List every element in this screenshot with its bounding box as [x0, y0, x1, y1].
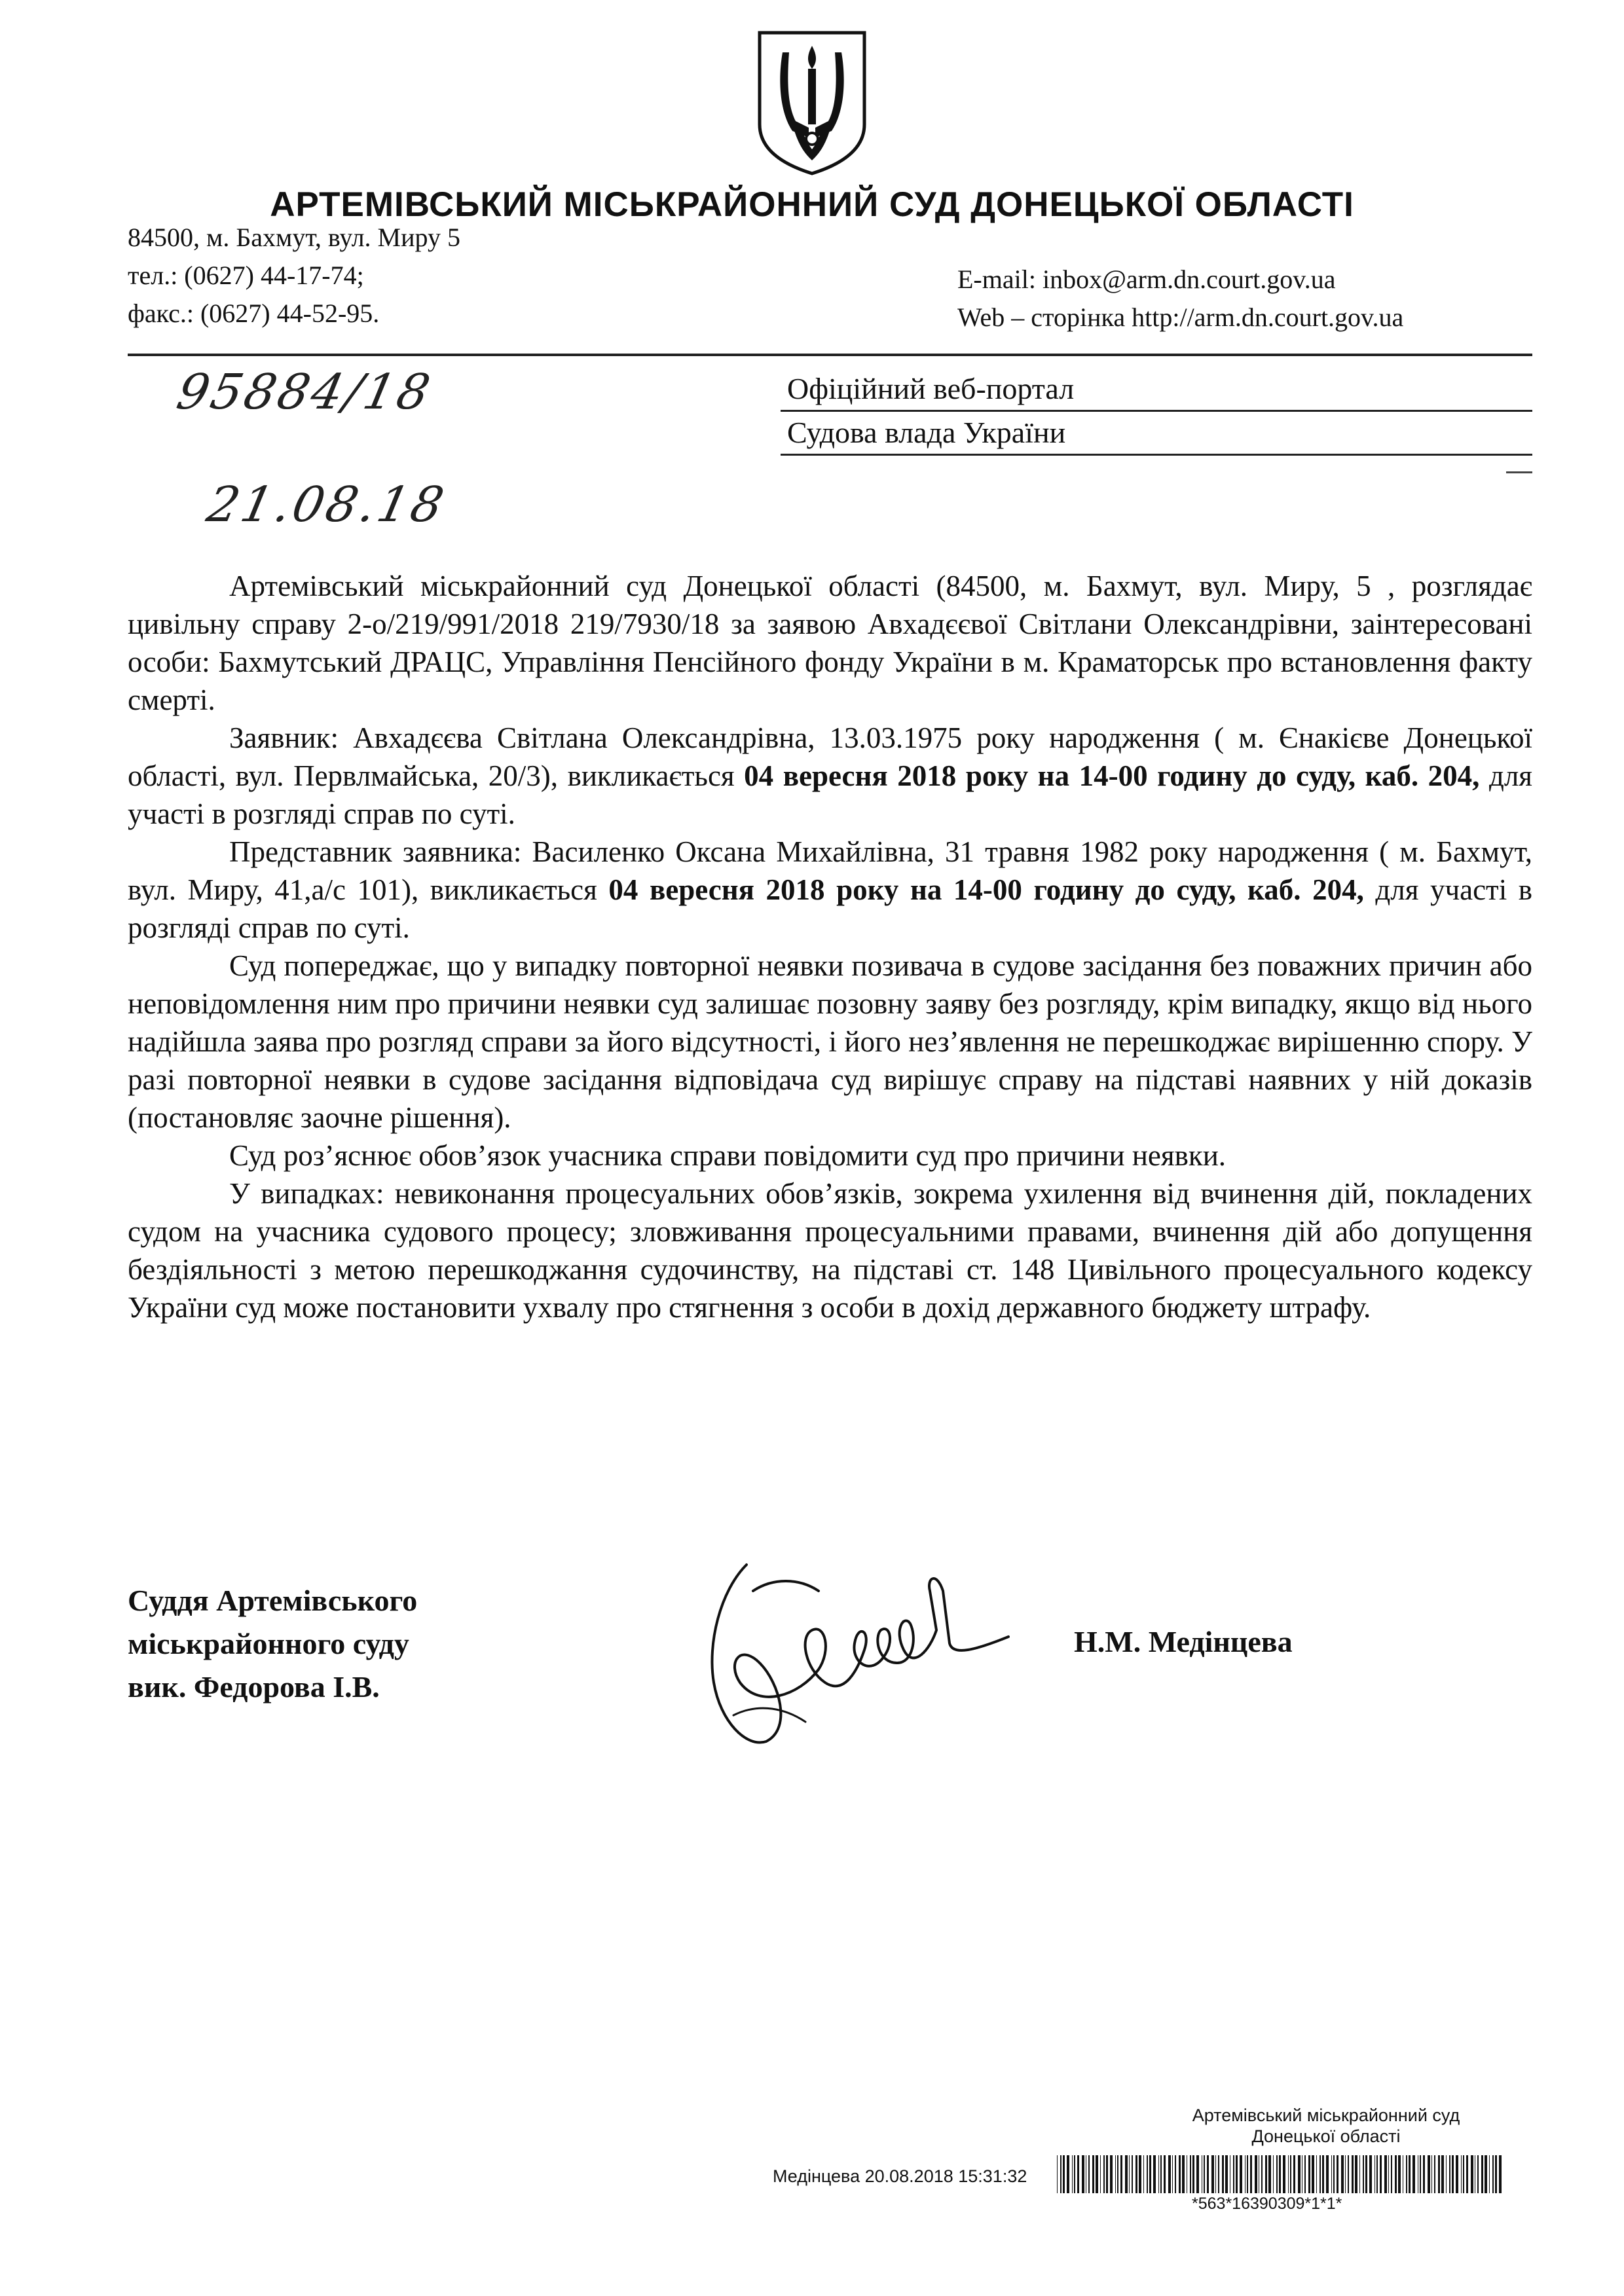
coat-of-arms-icon	[747, 26, 877, 177]
barcode	[1056, 2155, 1506, 2193]
barcode-bar	[1179, 2155, 1181, 2193]
barcode-bar	[1106, 2155, 1108, 2193]
barcode-bar	[1265, 2155, 1267, 2193]
barcode-number: *563*16390309*1*1*	[1192, 2195, 1342, 2213]
barcode-bar	[1268, 2155, 1271, 2193]
barcode-bar	[1326, 2155, 1329, 2193]
barcode-bar	[1160, 2155, 1162, 2193]
barcode-bar	[1240, 2155, 1242, 2193]
barcode-bar	[1110, 2155, 1113, 2193]
barcode-bar	[1345, 2155, 1346, 2193]
barcode-bar	[1409, 2155, 1411, 2193]
barcode-bar	[1449, 2155, 1450, 2193]
recipient-line-2: Судова влада України	[781, 412, 1532, 456]
barcode-bar	[1489, 2155, 1490, 2193]
barcode-bar	[1158, 2155, 1159, 2193]
barcode-bar	[1168, 2155, 1171, 2193]
barcode-bar	[1322, 2155, 1324, 2193]
barcode-bar	[1273, 2155, 1274, 2193]
barcode-bar	[1072, 2155, 1073, 2193]
barcode-bar	[1352, 2155, 1354, 2193]
barcode-bar	[1471, 2155, 1473, 2193]
barcode-bar	[1333, 2155, 1335, 2193]
barcode-bar	[1261, 2155, 1263, 2193]
paragraph-warning: Суд попереджає, що у випадку повторної неявки позивача в судове засідання без поважних причин або неповідомлення ним про причини неявки суд залишає позовну заяву без розгляду, крім випадку, якщо від нього надійшла заява про розгляд справи за його відсутності, і його нез’явлення не перешкоджає вирішенню спору. У разі повторної неявки в судове засідання відповідача суд вирішує справу на підставі наявних у ній доказів (постановляє заочне рішення).	[128, 949, 1532, 1134]
barcode-bar	[1255, 2155, 1257, 2193]
barcode-bar	[1477, 2155, 1479, 2193]
barcode-bar	[1441, 2155, 1444, 2193]
barcode-bar	[1225, 2155, 1228, 2193]
barcode-bar	[1207, 2155, 1209, 2193]
barcode-bar	[1365, 2155, 1367, 2193]
barcode-bar	[1060, 2155, 1061, 2193]
barcode-bar	[1331, 2155, 1332, 2193]
barcode-bar	[1341, 2155, 1344, 2193]
court-fax: факс.: (0627) 44-52-95.	[128, 299, 380, 328]
barcode-bar	[1456, 2155, 1458, 2193]
signatory-title: Суддя Артемівського міськрайонного суду вик. Федорова І.В.	[128, 1584, 418, 1704]
barcode-bar	[1192, 2155, 1194, 2193]
barcode-bar	[1298, 2155, 1301, 2193]
barcode-bar	[1175, 2155, 1176, 2193]
barcode-bar	[1117, 2155, 1118, 2193]
barcode-bar	[1149, 2155, 1151, 2193]
recipient-tick	[1506, 471, 1532, 473]
barcode-bar	[1308, 2155, 1310, 2193]
barcode-bar	[1233, 2155, 1234, 2193]
barcode-bar	[1384, 2155, 1387, 2193]
barcode-bar	[1250, 2155, 1252, 2193]
barcode-bar	[1406, 2155, 1407, 2193]
barcode-bar	[1283, 2155, 1285, 2193]
barcode-bar	[1279, 2155, 1281, 2193]
judge-name: Н.М. Медінцева	[1074, 1625, 1293, 1658]
barcode-bar	[1204, 2155, 1205, 2193]
court-website: Web – сторінка http://arm.dn.court.gov.ua	[957, 302, 1404, 332]
barcode-bar	[1164, 2155, 1166, 2193]
barcode-bar	[1115, 2155, 1116, 2193]
paragraph-representative: Представник заявника: Василенко Оксана Михайлівна, 31 травня 1982 року народження ( м. Бахмут, вул. Миру, 41,а/с 101), викликається 04 вересня 2018 року на 14-00 годину до суду, каб. 204, для участі в розгляді справ по суті.	[128, 835, 1533, 944]
barcode-bar	[1395, 2155, 1397, 2193]
barcode-bar	[1316, 2155, 1317, 2193]
barcode-bar	[1218, 2155, 1219, 2193]
barcode-bar	[1153, 2155, 1156, 2193]
recipient-block	[781, 368, 1532, 456]
barcode-bar	[1088, 2155, 1090, 2193]
barcode-bar	[1288, 2155, 1289, 2193]
barcode-bar	[1431, 2155, 1432, 2193]
barcode-bar	[1100, 2155, 1101, 2193]
barcode-bar	[1428, 2155, 1430, 2193]
court-title: АРТЕМІВСЬКИЙ МІСЬКРАЙОННИЙ СУД ДОНЕЦЬКОЇ ОБЛАСТІ	[270, 185, 1354, 224]
barcode-bar	[1304, 2155, 1306, 2193]
barcode-bar	[1388, 2155, 1389, 2193]
barcode-bar	[1196, 2155, 1199, 2193]
barcode-bar	[1380, 2155, 1382, 2193]
stamp-court-name: Артемівський міськрайонний суд Донецької області	[1192, 2105, 1460, 2146]
court-address: 84500, м. Бахмут, вул. Миру 5	[128, 223, 460, 252]
barcode-bar	[1495, 2155, 1497, 2193]
barcode-bar	[1293, 2155, 1295, 2193]
barcode-bar	[1120, 2155, 1122, 2193]
barcode-bar	[1129, 2155, 1130, 2193]
barcode-bar	[1077, 2155, 1079, 2193]
handwritten-reg-number: 95884/18	[172, 364, 437, 420]
barcode-bar	[1182, 2155, 1185, 2193]
barcode-bar	[1125, 2155, 1128, 2193]
barcode-bar	[1485, 2155, 1487, 2193]
barcode-bar	[1143, 2155, 1144, 2193]
barcode-bar	[1438, 2155, 1440, 2193]
barcode-bar	[1132, 2155, 1133, 2193]
barcode-bar	[1063, 2155, 1065, 2193]
barcode-bar	[1434, 2155, 1435, 2193]
barcode-bar	[1376, 2155, 1378, 2193]
barcode-bar	[1359, 2155, 1360, 2193]
barcode-bar	[1082, 2155, 1084, 2193]
barcode-bar	[1499, 2155, 1502, 2193]
barcode-bar	[1481, 2155, 1483, 2193]
barcode-bar	[1461, 2155, 1462, 2193]
hearing-datetime: 04 вересня 2018 року на 14-00 годину до суду, каб. 204,	[744, 759, 1480, 792]
barcode-bar	[1135, 2155, 1137, 2193]
barcode-bar	[1337, 2155, 1338, 2193]
barcode-bar	[1446, 2155, 1447, 2193]
barcode-bar	[1247, 2155, 1248, 2193]
paragraph-case: Артемівський міськрайонний суд Донецької області (84500, м. Бахмут, вул. Миру, 5 , розглядає цивільну справу 2-о/219/991/2018 219/7930/18 за заявою Авхадєєвої Світлани Олександрівни, заінтересовані особи: Бахмутський ДРАЦС, Управління Пенсійного фонду України в м. Краматорськ про встановлення факту смерті.	[128, 570, 1532, 716]
handwritten-date: 21.08.18	[202, 477, 451, 533]
barcode-bar	[1276, 2155, 1278, 2193]
header-divider	[128, 354, 1532, 356]
court-phone: тел.: (0627) 44-17-74;	[128, 261, 364, 290]
barcode-bar	[1369, 2155, 1372, 2193]
paragraph-obligation: Суд роз’яснює обов’язок учасника справи повідомити суд про причини неявки.	[229, 1139, 1227, 1172]
barcode-bar	[1236, 2155, 1238, 2193]
barcode-bar	[1290, 2155, 1291, 2193]
stamp-author-datetime: Медінцева 20.08.2018 15:31:32	[773, 2166, 1027, 2186]
barcode-bar	[1147, 2155, 1148, 2193]
barcode-bar	[1355, 2155, 1357, 2193]
barcode-bar	[1492, 2155, 1494, 2193]
barcode-bar	[1320, 2155, 1321, 2193]
barcode-bar	[1423, 2155, 1425, 2193]
barcode-bar	[1222, 2155, 1224, 2193]
barcode-bar	[1139, 2155, 1141, 2193]
barcode-bar	[1172, 2155, 1173, 2193]
barcode-bar	[1466, 2155, 1468, 2193]
barcode-bar	[1092, 2155, 1094, 2193]
barcode-bar	[1391, 2155, 1392, 2193]
hearing-datetime: 04 вересня 2018 року на 14-00 годину до суду, каб. 204,	[608, 873, 1364, 906]
barcode-bar	[1057, 2155, 1058, 2193]
barcode-bar	[1215, 2155, 1216, 2193]
letter-body	[128, 567, 1532, 1326]
barcode-bar	[1103, 2155, 1105, 2193]
recipient-line-1: Офіційний веб-портал	[781, 368, 1532, 412]
barcode-bar	[1412, 2155, 1415, 2193]
barcode-bar	[1452, 2155, 1454, 2193]
barcode-bar	[1420, 2155, 1421, 2193]
barcode-bar	[1398, 2155, 1401, 2193]
barcode-bar	[1067, 2155, 1069, 2193]
barcode-bar	[1463, 2155, 1464, 2193]
barcode-bar	[1348, 2155, 1349, 2193]
barcode-bar	[1190, 2155, 1191, 2193]
paragraph-penalty: У випадках: невиконання процесуальних обов’язків, зокрема ухилення від вчинення дій, покладених судом на учасника судового процесу; зловживання процесуальними правами, вчинення дій або допущення бездіяльності з метою перешкоджання судочинству, на підставі ст. 148 Цивільного процесуального кодексу України суд може постановити ухвалу про стягнення з особи в дохід державного бюджету штрафу.	[128, 1177, 1532, 1324]
handwritten-signature	[668, 1552, 1035, 1768]
barcode-bar	[1074, 2155, 1075, 2193]
barcode-bar	[1096, 2155, 1098, 2193]
barcode-bar	[1312, 2155, 1314, 2193]
barcode-bar	[1363, 2155, 1364, 2193]
paragraph-applicant: Заявник: Авхадєєва Світлана Олександрівна, 13.03.1975 року народження ( м. Єнакієве Донецької області, вул. Первлмайська, 20/3), викликається 04 вересня 2018 року на 14-00 годину до суду, каб. 204, для участі в розгляді справ по суті.	[128, 721, 1533, 830]
barcode-bar	[1211, 2155, 1214, 2193]
court-email: E-mail: inbox@arm.dn.court.gov.ua	[957, 264, 1336, 294]
barcode-bar	[1245, 2155, 1246, 2193]
